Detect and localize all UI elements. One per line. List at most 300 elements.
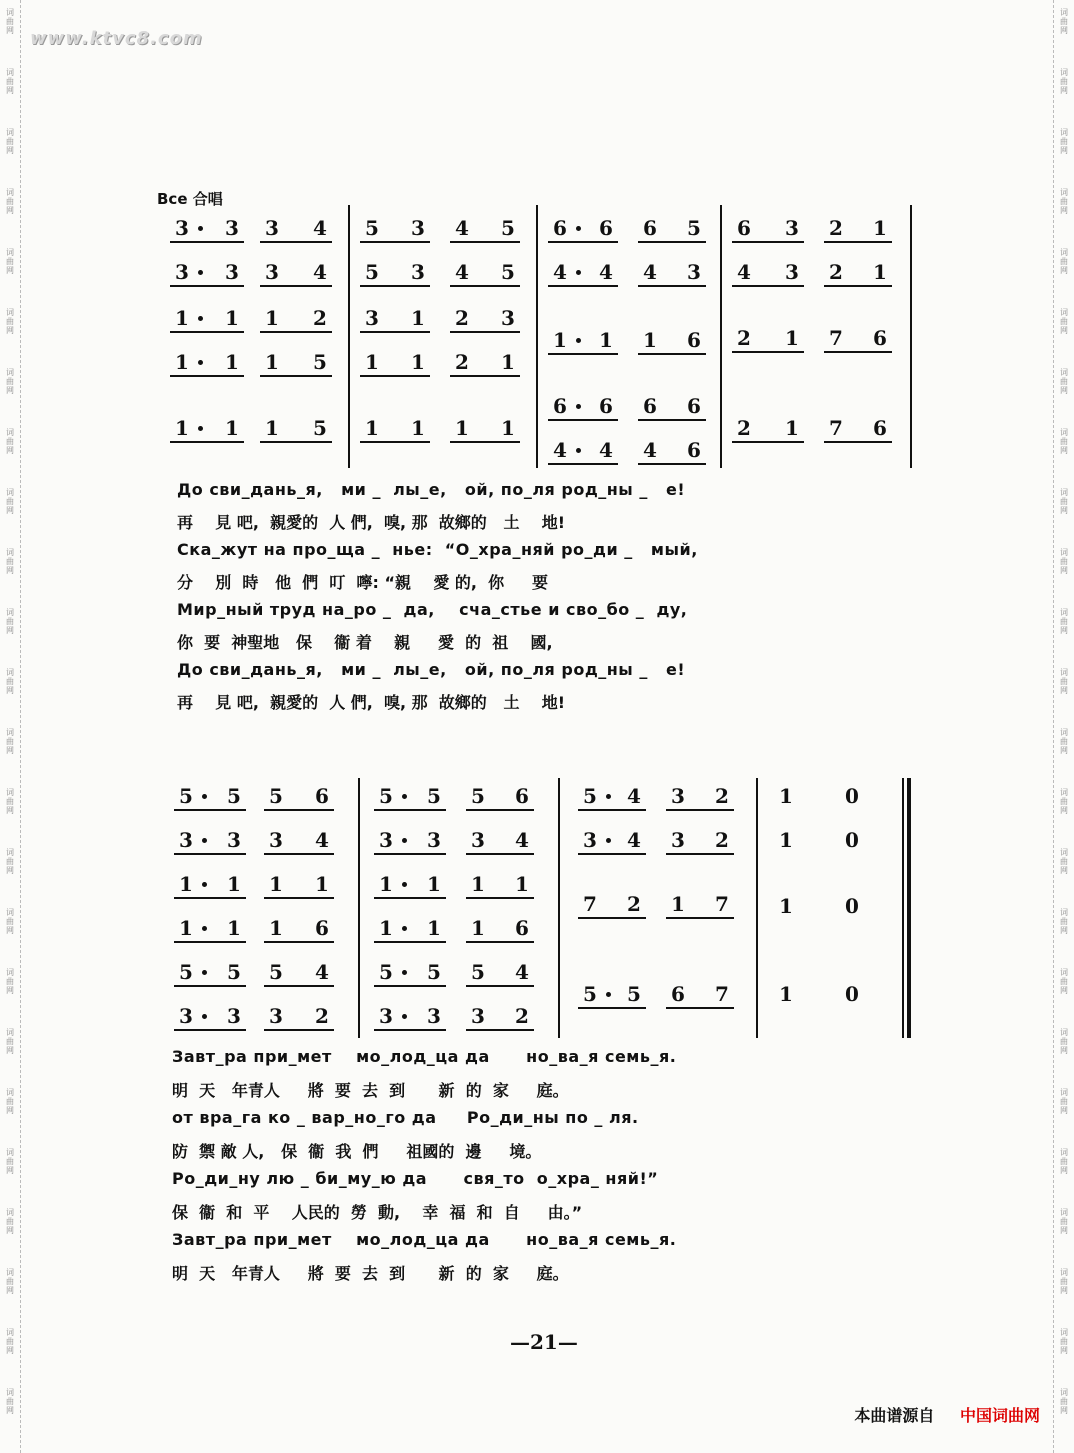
note-digit: 3 xyxy=(427,828,441,852)
rhythm-dot xyxy=(198,316,203,321)
bar-line xyxy=(756,778,758,1038)
beat-underline xyxy=(450,285,520,287)
note-digit: 6 xyxy=(671,982,685,1006)
note-digit: 3 xyxy=(671,784,685,808)
note-digit: 1 xyxy=(643,328,657,352)
note-digit: 1 xyxy=(427,872,441,896)
beat-underline xyxy=(548,241,618,243)
note-digit: 6 xyxy=(515,784,529,808)
side-watermark-seg: 词 曲 网 xyxy=(1060,68,1068,95)
side-watermark-seg: 词 曲 网 xyxy=(1060,968,1068,995)
note-digit: 3 xyxy=(785,216,799,240)
beat-underline xyxy=(732,441,804,443)
rhythm-dot xyxy=(198,226,203,231)
note-digit: 1 xyxy=(471,872,485,896)
rhythm-dot xyxy=(202,926,207,931)
side-watermark-seg: 词 曲 网 xyxy=(1060,608,1068,635)
side-watermark-seg: 词 曲 网 xyxy=(6,1208,14,1235)
rhythm-dot xyxy=(202,970,207,975)
rhythm-dot xyxy=(198,270,203,275)
note-digit: 1 xyxy=(269,872,283,896)
rhythm-dot xyxy=(576,226,581,231)
note-digit: 5 xyxy=(583,982,597,1006)
note-digit: 4 xyxy=(643,438,657,462)
note-digit: 1 xyxy=(599,328,613,352)
rhythm-dot xyxy=(576,404,581,409)
page-number: —21— xyxy=(510,1330,578,1354)
rhythm-dot xyxy=(606,838,611,843)
note-digit: 1 xyxy=(427,916,441,940)
note-digit: 1 xyxy=(379,872,393,896)
left-watermark-strip xyxy=(0,0,21,1453)
note-digit: 6 xyxy=(737,216,751,240)
note-digit: 1 xyxy=(785,326,799,350)
side-watermark-seg: 词 曲 网 xyxy=(1060,1208,1068,1235)
beat-underline xyxy=(260,285,332,287)
note-digit: 1 xyxy=(873,216,887,240)
side-watermark-seg: 词 曲 网 xyxy=(6,1328,14,1355)
note-digit: 1 xyxy=(179,872,193,896)
beat-underline xyxy=(260,375,332,377)
note-digit: 3 xyxy=(785,260,799,284)
bar-line xyxy=(910,205,912,468)
note-digit: 1 xyxy=(175,306,189,330)
beat-underline xyxy=(466,1029,534,1031)
note-digit: 5 xyxy=(501,260,515,284)
beat-underline xyxy=(260,331,332,333)
note-digit: 1 xyxy=(179,916,193,940)
note-digit: 1 xyxy=(411,306,425,330)
note-digit: 0 xyxy=(845,894,859,918)
side-watermark-seg: 词 曲 网 xyxy=(1060,1028,1068,1055)
note-digit: 2 xyxy=(829,260,843,284)
note-digit: 2 xyxy=(315,1004,329,1028)
note-digit: 1 xyxy=(315,872,329,896)
lyric-line: 再 見 吧, 親愛的 人 們, 嗅, 那 故鄉的 土 地! xyxy=(177,513,566,532)
note-digit: 3 xyxy=(471,1004,485,1028)
note-digit: 6 xyxy=(315,784,329,808)
side-watermark-seg: 词 曲 网 xyxy=(1060,1388,1068,1415)
note-digit: 4 xyxy=(455,216,469,240)
side-watermark-seg: 词 曲 网 xyxy=(6,188,14,215)
note-digit: 4 xyxy=(515,828,529,852)
rhythm-dot xyxy=(202,838,207,843)
beat-underline xyxy=(732,351,804,353)
beat-underline xyxy=(824,285,892,287)
beat-underline xyxy=(666,1007,734,1009)
beat-underline xyxy=(666,917,734,919)
rhythm-dot xyxy=(606,794,611,799)
note-digit: 5 xyxy=(427,960,441,984)
note-digit: 2 xyxy=(715,828,729,852)
beat-underline xyxy=(374,853,446,855)
note-digit: 5 xyxy=(427,784,441,808)
beat-underline xyxy=(548,285,618,287)
beat-underline xyxy=(548,463,618,465)
note-digit: 1 xyxy=(411,416,425,440)
note-digit: 4 xyxy=(553,260,567,284)
note-digit: 1 xyxy=(455,416,469,440)
note-digit: 1 xyxy=(779,784,793,808)
lyric-line: 再 見 吧, 親愛的 人 們, 嗅, 那 故鄉的 土 地! xyxy=(177,693,566,712)
lyric-line: Завт_ра при_мет мо_лод_ца да но_ва_я семь_я. xyxy=(172,1230,677,1249)
note-digit: 4 xyxy=(627,828,641,852)
side-watermark-seg: 词 曲 网 xyxy=(1060,1148,1068,1175)
side-watermark-seg: 词 曲 网 xyxy=(1060,1268,1068,1295)
beat-underline xyxy=(360,331,430,333)
beat-underline xyxy=(466,985,534,987)
side-watermark-seg: 词 曲 网 xyxy=(6,1388,14,1415)
beat-underline xyxy=(360,375,430,377)
note-digit: 6 xyxy=(873,326,887,350)
lyric-line: 你 要 神聖地 保 衞 着 親 愛 的 祖 國, xyxy=(177,633,553,652)
side-watermark-seg: 词 曲 网 xyxy=(1060,128,1068,155)
note-digit: 5 xyxy=(627,982,641,1006)
beat-underline xyxy=(578,1007,646,1009)
note-digit: 2 xyxy=(455,350,469,374)
rhythm-dot xyxy=(402,794,407,799)
side-watermark-seg: 词 曲 网 xyxy=(1060,188,1068,215)
side-watermark-seg: 词 曲 网 xyxy=(6,1268,14,1295)
beat-underline xyxy=(450,331,520,333)
note-digit: 6 xyxy=(553,394,567,418)
source-credit xyxy=(854,1403,1040,1426)
note-digit: 5 xyxy=(471,960,485,984)
lyric-line: 明 天 年青人 將 要 去 到 新 的 家 庭。 xyxy=(172,1080,569,1100)
note-digit: 7 xyxy=(715,982,729,1006)
side-watermark-seg: 词 曲 网 xyxy=(1060,548,1068,575)
note-digit: 3 xyxy=(265,260,279,284)
side-watermark-seg: 词 曲 网 xyxy=(1060,488,1068,515)
note-digit: 5 xyxy=(227,960,241,984)
note-digit: 0 xyxy=(845,784,859,808)
note-digit: 1 xyxy=(471,916,485,940)
beat-underline xyxy=(450,241,520,243)
beat-underline xyxy=(374,985,446,987)
note-digit: 3 xyxy=(671,828,685,852)
beat-underline xyxy=(264,853,334,855)
note-digit: 6 xyxy=(643,394,657,418)
beat-underline xyxy=(360,441,430,443)
note-digit: 2 xyxy=(515,1004,529,1028)
note-digit: 5 xyxy=(227,784,241,808)
bar-line xyxy=(536,205,538,468)
note-digit: 5 xyxy=(687,216,701,240)
note-digit: 1 xyxy=(779,828,793,852)
beat-underline xyxy=(170,241,244,243)
note-digit: 2 xyxy=(829,216,843,240)
beat-underline xyxy=(548,419,618,421)
beat-underline xyxy=(638,285,706,287)
note-digit: 1 xyxy=(379,916,393,940)
note-digit: 5 xyxy=(365,216,379,240)
note-digit: 0 xyxy=(845,828,859,852)
note-digit: 6 xyxy=(599,394,613,418)
note-digit: 2 xyxy=(715,784,729,808)
note-digit: 5 xyxy=(501,216,515,240)
note-digit: 2 xyxy=(737,326,751,350)
lyric-line: от вра_га ко _ вар_но_го да Ро_ди_ны по _ ля. xyxy=(172,1108,639,1127)
beat-underline xyxy=(360,285,430,287)
note-digit: 5 xyxy=(179,784,193,808)
beat-underline xyxy=(450,375,520,377)
note-digit: 4 xyxy=(643,260,657,284)
bar-line xyxy=(348,205,350,468)
beat-underline xyxy=(638,353,706,355)
beat-underline xyxy=(638,241,706,243)
note-digit: 4 xyxy=(599,438,613,462)
beat-underline xyxy=(666,809,734,811)
note-digit: 1 xyxy=(785,416,799,440)
section-label: Все 合唱 xyxy=(157,190,223,208)
side-watermark-seg: 词 曲 网 xyxy=(6,608,14,635)
beat-underline xyxy=(732,241,804,243)
note-digit: 3 xyxy=(379,828,393,852)
beat-underline xyxy=(374,809,446,811)
note-digit: 1 xyxy=(265,350,279,374)
note-digit: 3 xyxy=(501,306,515,330)
side-watermark-seg: 词 曲 网 xyxy=(6,548,14,575)
note-digit: 1 xyxy=(265,306,279,330)
bar-line xyxy=(720,205,722,468)
beat-underline xyxy=(374,941,446,943)
beat-underline xyxy=(264,985,334,987)
note-digit: 6 xyxy=(873,416,887,440)
side-watermark-seg: 词 曲 网 xyxy=(6,1148,14,1175)
rhythm-dot xyxy=(606,992,611,997)
note-digit: 1 xyxy=(501,350,515,374)
note-digit: 4 xyxy=(315,828,329,852)
note-digit: 5 xyxy=(379,960,393,984)
note-digit: 1 xyxy=(779,982,793,1006)
note-digit: 3 xyxy=(269,828,283,852)
note-digit: 1 xyxy=(175,350,189,374)
side-watermark-seg: 词 曲 网 xyxy=(6,1028,14,1055)
beat-underline xyxy=(360,241,430,243)
note-digit: 6 xyxy=(315,916,329,940)
rhythm-dot xyxy=(402,926,407,931)
note-digit: 1 xyxy=(265,416,279,440)
note-digit: 1 xyxy=(225,350,239,374)
side-watermark-seg: 词 曲 网 xyxy=(1060,908,1068,935)
lyric-line: 分 別 時 他 們 叮 嚀: “親 愛 的, 你 要 xyxy=(177,573,548,592)
note-digit: 1 xyxy=(269,916,283,940)
note-digit: 3 xyxy=(179,1004,193,1028)
note-digit: 5 xyxy=(379,784,393,808)
beat-underline xyxy=(174,941,246,943)
side-watermark-seg: 词 曲 网 xyxy=(6,488,14,515)
beat-underline xyxy=(260,441,332,443)
note-digit: 1 xyxy=(365,416,379,440)
side-watermark-seg: 词 曲 网 xyxy=(1060,428,1068,455)
lyric-line: Завт_ра при_мет мо_лод_ца да но_ва_я семь_я. xyxy=(172,1047,677,1066)
beat-underline xyxy=(170,331,244,333)
side-watermark-seg: 词 曲 网 xyxy=(6,248,14,275)
note-digit: 1 xyxy=(227,916,241,940)
side-watermark-seg: 词 曲 网 xyxy=(1060,1328,1068,1355)
note-digit: 5 xyxy=(269,960,283,984)
beat-underline xyxy=(264,1029,334,1031)
side-watermark-seg: 词 曲 网 xyxy=(6,308,14,335)
note-digit: 6 xyxy=(599,216,613,240)
lyric-line: До сви_дань_я, ми _ лы_е, ой, по_ля род_ны _ е! xyxy=(177,660,686,679)
note-digit: 1 xyxy=(501,416,515,440)
beat-underline xyxy=(170,285,244,287)
rhythm-dot xyxy=(576,270,581,275)
note-digit: 3 xyxy=(175,216,189,240)
beat-underline xyxy=(466,853,534,855)
beat-underline xyxy=(466,941,534,943)
note-digit: 7 xyxy=(829,416,843,440)
side-watermark-seg: 词 曲 网 xyxy=(1060,788,1068,815)
note-digit: 6 xyxy=(643,216,657,240)
rhythm-dot xyxy=(402,970,407,975)
lyric-line: Ро_ди_ну лю _ би_му_ю да свя_то о_хра_ няй!” xyxy=(172,1169,659,1188)
note-digit: 3 xyxy=(471,828,485,852)
lyric-line: 明 天 年青人 將 要 去 到 新 的 家 庭。 xyxy=(172,1263,569,1283)
beat-underline xyxy=(174,1029,246,1031)
note-digit: 2 xyxy=(737,416,751,440)
note-digit: 1 xyxy=(873,260,887,284)
side-watermark-seg: 词 曲 网 xyxy=(6,968,14,995)
beat-underline xyxy=(732,285,804,287)
credit-brand: 中国词曲网 xyxy=(959,1406,1040,1425)
bar-line xyxy=(902,778,904,1038)
note-digit: 1 xyxy=(671,892,685,916)
side-watermark-seg: 词 曲 网 xyxy=(1060,248,1068,275)
note-digit: 6 xyxy=(687,394,701,418)
note-digit: 7 xyxy=(829,326,843,350)
note-digit: 3 xyxy=(411,216,425,240)
note-digit: 4 xyxy=(313,260,327,284)
note-digit: 4 xyxy=(455,260,469,284)
lyric-line: 保 衞 和 平 人民的 勞 動, 幸 福 和 自 由。” xyxy=(172,1202,583,1222)
rhythm-dot xyxy=(202,794,207,799)
note-digit: 3 xyxy=(411,260,425,284)
note-digit: 1 xyxy=(553,328,567,352)
note-digit: 4 xyxy=(627,784,641,808)
note-digit: 1 xyxy=(227,872,241,896)
note-digit: 4 xyxy=(515,960,529,984)
note-digit: 3 xyxy=(179,828,193,852)
beat-underline xyxy=(578,917,646,919)
rhythm-dot xyxy=(402,838,407,843)
beat-underline xyxy=(638,419,706,421)
bar-line xyxy=(358,778,360,1038)
rhythm-dot xyxy=(202,1014,207,1019)
note-digit: 5 xyxy=(471,784,485,808)
rhythm-dot xyxy=(202,882,207,887)
rhythm-dot xyxy=(198,426,203,431)
note-digit: 1 xyxy=(225,306,239,330)
note-digit: 3 xyxy=(269,1004,283,1028)
beat-underline xyxy=(374,897,446,899)
note-digit: 1 xyxy=(225,416,239,440)
side-watermark-seg: 词 曲 网 xyxy=(1060,848,1068,875)
note-digit: 5 xyxy=(313,416,327,440)
note-digit: 3 xyxy=(175,260,189,284)
note-digit: 3 xyxy=(687,260,701,284)
right-watermark-strip xyxy=(1053,0,1074,1453)
note-digit: 1 xyxy=(365,350,379,374)
side-watermark-seg: 词 曲 网 xyxy=(1060,308,1068,335)
note-digit: 6 xyxy=(687,438,701,462)
beat-underline xyxy=(264,809,334,811)
note-digit: 5 xyxy=(269,784,283,808)
site-watermark: www.ktvc8.com xyxy=(30,28,203,49)
note-digit: 2 xyxy=(455,306,469,330)
rhythm-dot xyxy=(576,448,581,453)
note-digit: 7 xyxy=(583,892,597,916)
note-digit: 5 xyxy=(583,784,597,808)
note-digit: 1 xyxy=(411,350,425,374)
note-digit: 4 xyxy=(599,260,613,284)
note-digit: 5 xyxy=(179,960,193,984)
note-digit: 4 xyxy=(553,438,567,462)
side-watermark-seg: 词 曲 网 xyxy=(6,368,14,395)
beat-underline xyxy=(174,985,246,987)
beat-underline xyxy=(824,241,892,243)
beat-underline xyxy=(666,853,734,855)
beat-underline xyxy=(450,441,520,443)
beat-underline xyxy=(578,809,646,811)
beat-underline xyxy=(174,809,246,811)
note-digit: 3 xyxy=(583,828,597,852)
side-watermark-seg: 词 曲 网 xyxy=(6,1088,14,1115)
side-watermark-seg: 词 曲 网 xyxy=(1060,8,1068,35)
lyric-line: Мир_ный труд на_ро _ да, сча_стье и сво_бо _ ду, xyxy=(177,600,688,619)
note-digit: 6 xyxy=(553,216,567,240)
side-watermark-seg: 词 曲 网 xyxy=(6,128,14,155)
beat-underline xyxy=(466,897,534,899)
rhythm-dot xyxy=(402,882,407,887)
note-digit: 3 xyxy=(427,1004,441,1028)
note-digit: 3 xyxy=(365,306,379,330)
beat-underline xyxy=(824,441,892,443)
note-digit: 6 xyxy=(687,328,701,352)
rhythm-dot xyxy=(198,360,203,365)
side-watermark-seg: 词 曲 网 xyxy=(1060,1088,1068,1115)
beat-underline xyxy=(170,375,244,377)
note-digit: 4 xyxy=(313,216,327,240)
note-digit: 4 xyxy=(737,260,751,284)
rhythm-dot xyxy=(576,338,581,343)
beat-underline xyxy=(174,897,246,899)
side-watermark-seg: 词 曲 网 xyxy=(6,8,14,35)
note-digit: 3 xyxy=(379,1004,393,1028)
note-digit: 1 xyxy=(175,416,189,440)
note-digit: 2 xyxy=(627,892,641,916)
beat-underline xyxy=(264,941,334,943)
lyric-line: До сви_дань_я, ми _ лы_е, ой, по_ля род_ны _ е! xyxy=(177,480,686,499)
note-digit: 6 xyxy=(515,916,529,940)
side-watermark-seg: 词 曲 网 xyxy=(1060,668,1068,695)
side-watermark-seg: 词 曲 网 xyxy=(1060,368,1068,395)
beat-underline xyxy=(824,351,892,353)
final-bar-line xyxy=(907,778,911,1038)
beat-underline xyxy=(578,853,646,855)
beat-underline xyxy=(264,897,334,899)
beat-underline xyxy=(170,441,244,443)
note-digit: 7 xyxy=(715,892,729,916)
note-digit: 4 xyxy=(315,960,329,984)
side-watermark-seg: 词 曲 网 xyxy=(6,68,14,95)
beat-underline xyxy=(260,241,332,243)
note-digit: 2 xyxy=(313,306,327,330)
side-watermark-seg: 词 曲 网 xyxy=(6,728,14,755)
side-watermark-seg: 词 曲 网 xyxy=(6,908,14,935)
bar-line xyxy=(558,778,560,1038)
